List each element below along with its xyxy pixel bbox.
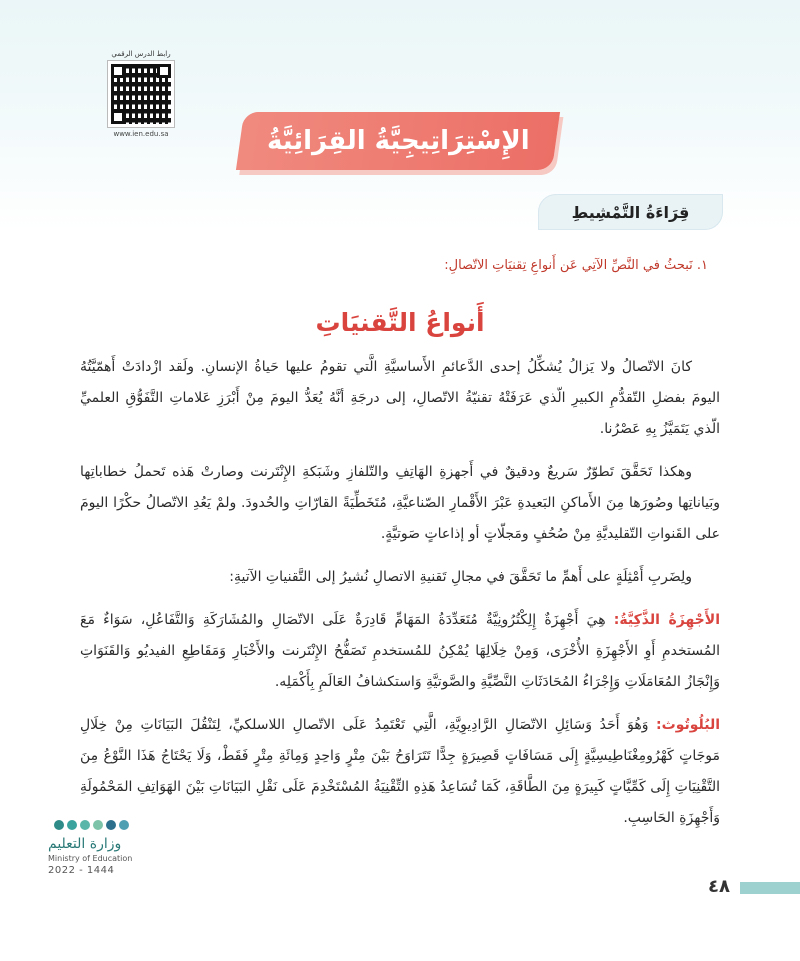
logo-dots-icon xyxy=(54,820,158,830)
page-number: ٤٨ xyxy=(708,876,730,897)
logo-arabic: وزارة التعليم xyxy=(48,836,122,852)
section-subhead xyxy=(538,194,723,230)
item-term: البُلُوتُوث: xyxy=(656,717,720,733)
paragraph: وهكذا تَحَقَّقَ تَطوّرٌ سَريعٌ ودقيقٌ في أَجهزةِ الهَاتِفِ والتّلفازِ وشَبَكةِ الإِنْتَرنت وصارتْ هَذه تَحملُ خطاباتِها وبَياناتِها وصُورَها مِنَ الأَماكنِ البَعيدةِ عَبْرَ الأَقْمارِ الصّناعيَّةِ، مُتَخَطِّيَةً القارّاتِ والحُدودَ. ولمْ يَعُدِ الاتّصالُ حكْرًا اليومَ على القَنواتِ التّقليديَّةِ مِنْ صُحُفٍ ومَجلّاتٍ أو إذاعاتٍ صَوتيَّةٍ. xyxy=(80,464,720,542)
text-title: أَنواعُ التَّقنيَاتِ xyxy=(315,308,485,337)
banner-title: الإِسْتِرَاتِيجِيَّةُ القِرَائِيَّةُ xyxy=(266,126,530,156)
qr-label: رابط الدرس الرقمي xyxy=(111,50,171,58)
logo-dot xyxy=(106,820,116,830)
logo-english: Ministry of Education xyxy=(48,854,133,863)
item-text: هِيَ أَجْهِزَةٌ إِلِكْتُرُونِيَّةٌ مُتَعَدِّدَةُ المَهَامِّ قَادِرَةٌ عَلَى الاتّصَالِ والمُشَارَكَةِ وَالتَّفَاعُلِ، سَوَاءٌ مَعَ المُستخدمِ أَوِ الأَجْهِزَةِ الأُخْرَى، وَمِنْ خِلَالِهَا يُمْكِنُ للمُستخدمِ تَصَفُّحُ الإِنْتَرنت والأَخْبَارِ وَمَقَاطِعِ الفيديُو وَالقَنَوَاتِ وَإِنْجَازُ المُعَامَلَاتِ وَإِجْرَاءُ المُحَادَثَاتِ النَّصِّيَّةِ والصَّوتيَّةِ وَاستكشافُ العَالَمِ بِأَكْمَلِه. xyxy=(80,612,720,690)
instruction-text: ١. نَبحثُ في النَّصِّ الآتِي عَن أَنواعِ تِقنيَاتِ الاتّصالِ: xyxy=(444,258,708,273)
list-item xyxy=(80,605,720,698)
logo-year: 2022 - 1444 xyxy=(48,865,115,876)
qr-url: www.ien.edu.sa xyxy=(113,130,169,138)
logo-dot xyxy=(67,820,77,830)
item-term: الأَجْهِزَةُ الذَّكِيَّةُ: xyxy=(613,612,720,628)
qr-section xyxy=(102,50,180,140)
logo-dot xyxy=(119,820,129,830)
item-text: وَهُوَ أَحَدُ وَسَائِلِ الاتّصَالِ الرَّادِيوِيَّةِ، الَّتِي تَعْتَمِدُ عَلَى الاتّصالِ اللاسلكيِّ، لِتَنْقُلَ البَيَانَاتِ مِنْ خِلَالِ مَوجَاتٍ كَهْرُومِغْنَاطِيسِيَّةٍ إِلَى مَسَافَاتٍ قَصِيرَةٍ جِدًّا تَتَرَاوَحُ بَيْنَ مِتْرٍ وَاحِدٍ وَمِائَةِ مِتْرٍ فَقَطْ، وَلَا يَحْتَاجُ هَذَا النَّوْعُ مِنَ التَّقْنِيَاتِ إِلَى كَمِّيَّاتٍ كَبِيرَةٍ مِنَ الطَّاقَةِ، كَمَا تُسَاعِدُ هَذِهِ التِّقْنِيَةُ المُسْتَخْدِمَ عَلَى نَقْلِ البَيَانَاتِ بَيْنَ الهَوَاتِفِ المَحْمُولَةِ وَأَجْهِزَةِ الحَاسِبِ. xyxy=(80,717,720,826)
lesson-banner xyxy=(236,112,560,170)
logo-dot xyxy=(54,820,64,830)
page-bar xyxy=(740,882,800,894)
qr-code-icon[interactable] xyxy=(108,61,174,127)
reading-passage xyxy=(80,352,720,846)
paragraph: ولِضَربِ أَمْثِلَةٍ على أَهمِّ ما تَحَقَّقَ في مجالِ تَقنيةِ الاتصالِ نُشيرُ إلى التَّقنياتِ الآتيةِ: xyxy=(229,569,692,585)
paragraph: كانَ الاتّصالُ ولا يَزالُ يُشكِّلُ إحدى الدَّعائمِ الأَساسيَّةِ الَّتي تقومُ عليها حَياةُ الإنسانِ. ولَقد ازْدادَتْ أَهمّيَّتُهُ اليومَ بفضلِ التّقدُّمِ الكبيرِ الّذي عَرَفَتْهُ تقنيّةُ الاتّصالِ، إلى درجَةِ أنَّهُ يُعَدُّ اليومَ مِنْ أَبْرَزِ عَلاماتِ التَّفَوُّقِ العلميِّ الّذي يَتَمَيَّزُ بِهِ عَصْرُنا. xyxy=(80,359,720,437)
logo-dot xyxy=(93,820,103,830)
list-item xyxy=(80,710,720,834)
ministry-logo xyxy=(48,820,158,930)
subhead-title: قِرَاءَةُ التَّمْشِيطِ xyxy=(571,202,690,222)
logo-dot xyxy=(80,820,90,830)
